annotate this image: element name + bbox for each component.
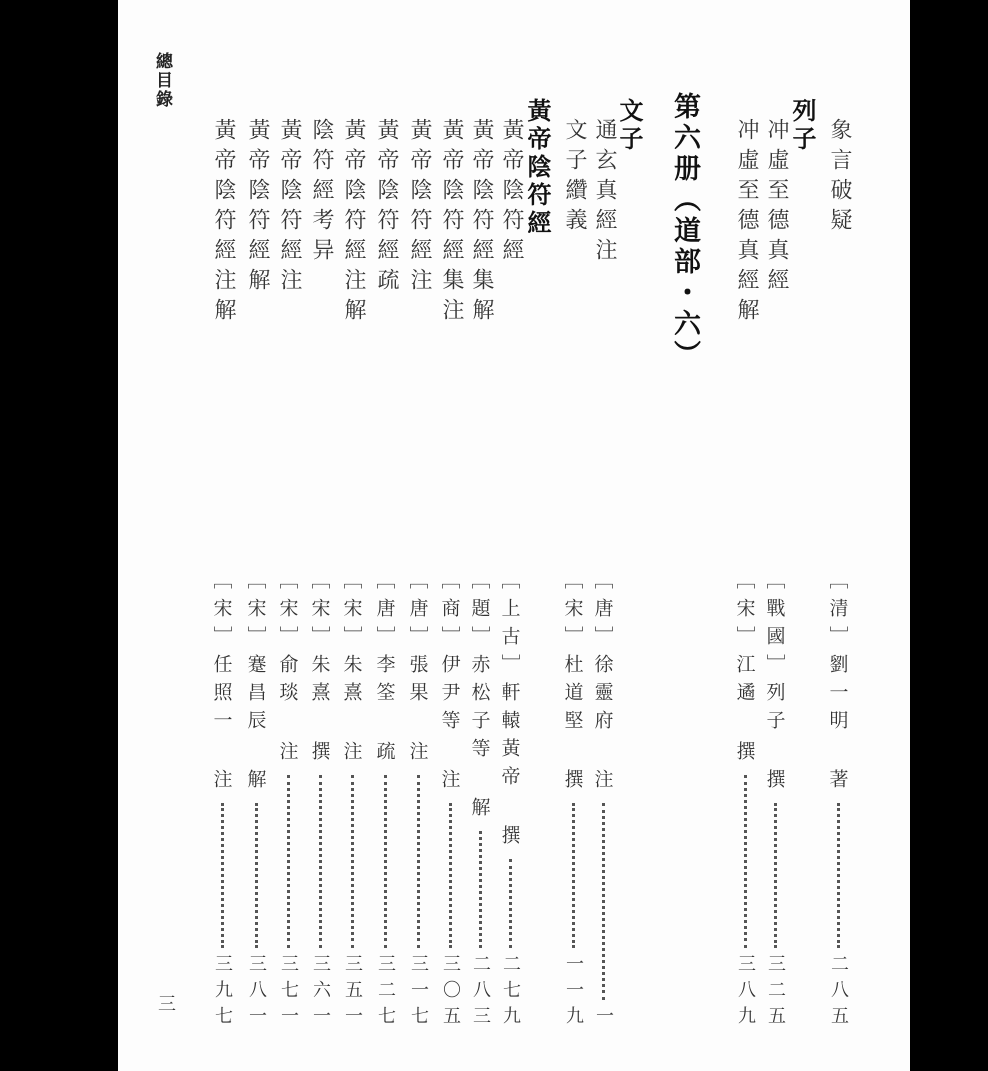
toc-entry-title: 黃帝陰符經疏 [374,118,399,298]
toc-entry-reference [307,570,333,1032]
toc-entry-page: 二八三 [470,954,491,1032]
dot-leader [287,775,290,948]
toc-entry-reference [437,570,463,1032]
section-heading: 文子 [615,98,643,154]
dot-leader [572,803,575,948]
dot-leader [449,803,452,948]
toc-entry-author: ［宋］朱熹 注 [340,570,363,769]
toc-entry-reference [209,570,235,1032]
toc-entry-author: ［唐］徐靈府 注 [591,570,614,797]
toc-entry-page: 三八一 [246,954,267,1032]
toc-entry-title: 黃帝陰符經注 [407,118,432,298]
toc-entry-author: ［唐］張果 注 [406,570,429,769]
toc-entry-author: ［題］赤松子等 解 [468,570,491,825]
toc-entry-title: 冲虛至德真經解 [734,118,759,328]
toc-entry-page: 三一七 [408,954,429,1032]
toc-entry-reference [732,570,758,1032]
toc-entry-title: 象言破疑 [827,118,852,238]
toc-entry-page: 三五一 [342,954,363,1032]
toc-entry-title: 黃帝陰符經解 [245,118,270,298]
section-heading: 列子 [788,98,816,154]
page-number: 三 [155,994,176,1012]
toc-entry-author: ［宋］任照一 注 [210,570,233,797]
toc-entry-author: ［宋］俞琰 注 [276,570,299,769]
toc-entry-title: 黃帝陰符經注解 [211,118,236,328]
toc-entry-reference [372,570,398,1032]
toc-entry-author: ［宋］江遹 撰 [733,570,756,769]
dot-leader [221,803,224,948]
toc-entry-title: 陰符經考异 [309,118,334,268]
toc-entry-title: 黃帝陰符經集解 [469,118,494,328]
toc-entry-page: 三六一 [310,954,331,1032]
dot-leader [384,775,387,948]
toc-entry-page: 二八五 [828,954,849,1032]
toc-entry-reference [467,570,493,1032]
toc-entry-title: 黃帝陰符經集注 [439,118,464,328]
toc-entry-title: 黃帝陰符經注 [277,118,302,298]
toc-entry-author: ［宋］蹇昌辰 解 [244,570,267,797]
toc-entry-reference [762,570,788,1032]
toc-entry-reference [243,570,269,1032]
toc-entry-title: 文子纘義 [562,118,587,238]
dot-leader [602,803,605,1000]
dot-leader [255,803,258,948]
section-heading: 黃帝陰符經 [523,98,551,238]
toc-entry-page: 一一九 [563,954,584,1032]
toc-entry-page: 二七九 [500,954,521,1032]
toc-entry-reference [825,570,851,1032]
dot-leader [319,775,322,948]
toc-entry-title: 通玄真經注 [592,118,617,268]
dot-leader [509,859,512,948]
toc-entry-title: 黃帝陰符經 [499,118,524,268]
toc-entry-reference [339,570,365,1032]
toc-entry-author: ［宋］朱熹 撰 [308,570,331,769]
toc-entry-page: 一 [593,1006,614,1032]
toc-entry-author: ［唐］李筌 疏 [373,570,396,769]
dot-leader [744,775,747,948]
toc-entry-reference [405,570,431,1032]
toc-entry-page: 三〇五 [440,954,461,1032]
running-header: 總目錄 [152,52,172,109]
volume-heading: 第六册（道部・六） [669,92,700,371]
toc-entry-title: 黃帝陰符經注解 [341,118,366,328]
toc-entry-title: 冲虛至德真經 [764,118,789,298]
toc-entry-author: ［戰國］列子 撰 [763,570,786,797]
toc-entry-page: 三八九 [735,954,756,1032]
dot-leader [351,775,354,948]
toc-entry-reference [275,570,301,1032]
dot-leader [837,803,840,948]
dot-leader [774,803,777,948]
toc-entry-author: ［宋］杜道堅 撰 [561,570,584,797]
toc-entry-reference [590,570,616,1032]
toc-entry-page: 三二七 [375,954,396,1032]
toc-entry-author: ［清］劉一明 著 [826,570,849,797]
toc-entry-reference [497,570,523,1032]
toc-entry-page: 三七一 [278,954,299,1032]
toc-entry-reference [560,570,586,1032]
toc-entry-author: ［商］伊尹等 注 [438,570,461,797]
toc-entry-page: 三二五 [765,954,786,1032]
toc-entry-page: 三九七 [212,954,233,1032]
dot-leader [479,831,482,948]
toc-entry-author: ［上古］軒轅黃帝 撰 [498,570,521,853]
dot-leader [417,775,420,948]
